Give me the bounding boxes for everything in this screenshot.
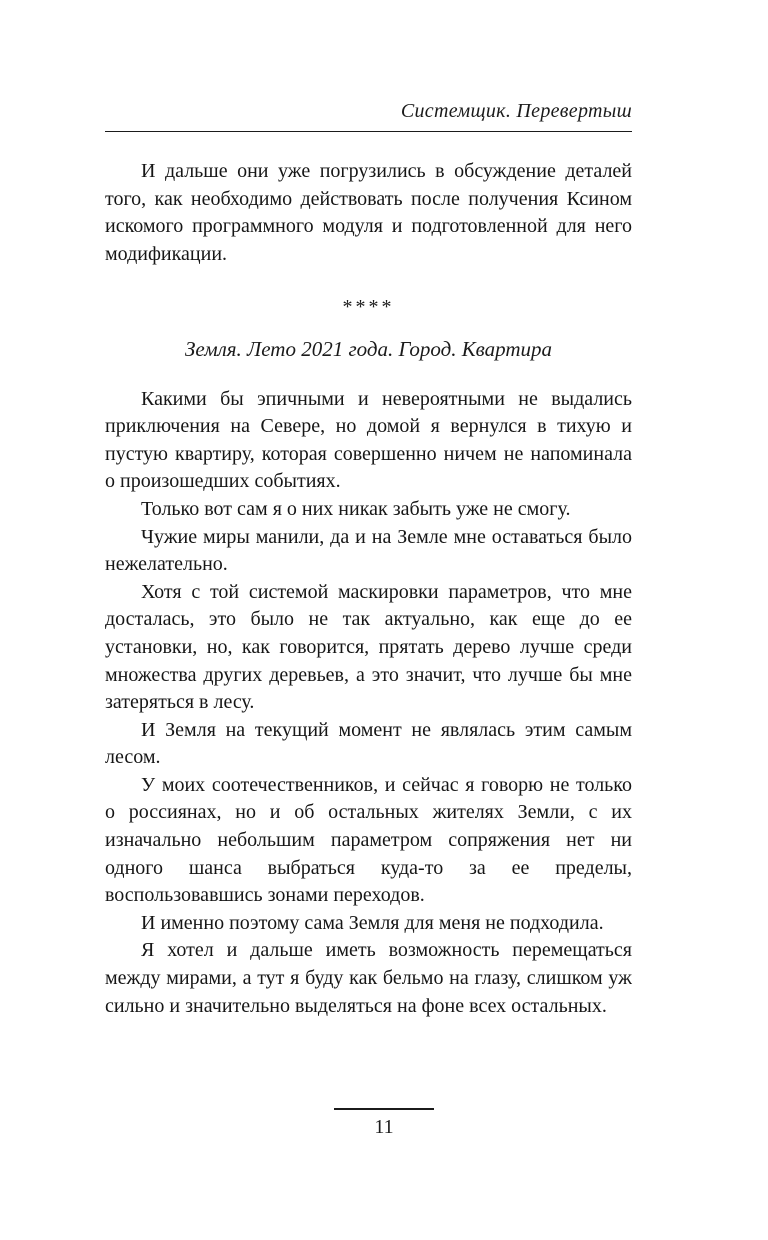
header-rule bbox=[105, 131, 632, 132]
page-number: 11 bbox=[374, 1116, 394, 1138]
asterisk-separator: **** bbox=[342, 296, 395, 319]
paragraph: Какими бы эпичными и невероятными не выдались приключения на Севере, но домой я вернулся в тихую и пустую квартиру, которая совершенно ничем не напоминала о произошедших событиях. bbox=[105, 387, 632, 493]
paragraph: И Земля на текущий момент не являлась этим самым лесом. bbox=[105, 718, 632, 769]
paragraph: И именно поэтому сама Земля для меня не подходила. bbox=[141, 911, 604, 934]
text-column bbox=[105, 0, 632, 1020]
paragraph: Я хотел и дальше иметь возможность перемещаться между мирами, а тут я буду как бельмо на глазу, слишком уж сильно и значительно выделяться на фоне всех остальных. bbox=[105, 939, 632, 1017]
paragraph: И дальше они уже погрузились в обсуждение деталей того, как необходимо действовать после получения Ксином искомого программного модуля и подготовленной для него модификации. bbox=[105, 160, 632, 265]
paragraph: Хотя с той системой маскировки параметров, что мне досталась, это было не так актуально, как еще до ее установки, но, как говорится, прятать дерево лучше среди множества других деревьев, а это значит, что лучше бы мне затеряться в лесу. bbox=[105, 580, 632, 714]
page-body bbox=[105, 158, 632, 1020]
running-head: Системщик. Перевертыш bbox=[400, 100, 632, 122]
chapter-heading: Земля. Лето 2021 года. Город. Квартира bbox=[185, 336, 552, 361]
footer-rule bbox=[334, 1108, 434, 1110]
paragraph: Чужие миры манили, да и на Земле мне оставаться было нежелательно. bbox=[105, 525, 632, 576]
paragraph: Только вот сам я о них никак забыть уже не смогу. bbox=[141, 497, 571, 520]
page-footer bbox=[0, 1108, 768, 1139]
paragraph: У моих соотечественников, и сейчас я говорю не только о россиянах, но и об остальных жителях Земли, с их изначально небольшим параметром сопряжения нет ни одного шанса выбраться куда-то за ее пределы, воспользовавшись зонами переходов. bbox=[105, 773, 632, 907]
